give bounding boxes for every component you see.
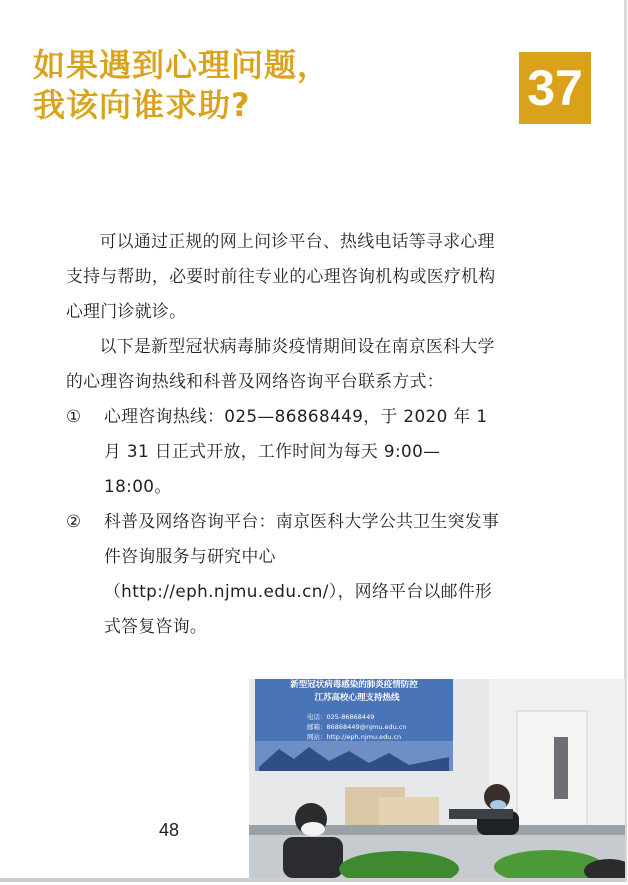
platform-text: 科普及网络咨询平台：南京医科大学公共卫生突发事件咨询服务与研究中心（http://eph.njmu.edu.cn/），网络平台以邮件形式答复咨询。 xyxy=(104,511,500,636)
screen-site: 网站：http://eph.njmu.edu.cn xyxy=(307,733,402,741)
list-marker-2: ② xyxy=(66,511,82,531)
list-marker-1: ① xyxy=(66,406,82,426)
hotline-text: 心理咨询热线：025—86868449，于 2020 年 1 月 31 日正式开放，工作时间为每天 9:00—18:00。 xyxy=(104,406,488,496)
body-text xyxy=(66,224,506,644)
list-item-platform xyxy=(66,504,506,644)
title-line-2: 我该向谁求助? xyxy=(33,86,251,124)
page-number: 48 xyxy=(159,820,180,840)
page-title xyxy=(33,45,503,125)
list-item-hotline xyxy=(66,399,506,504)
paragraph-intro: 可以通过正规的网上问诊平台、热线电话等寻求心理支持与帮助，必要时前往专业的心理咨询机构或医疗机构心理门诊就诊。 xyxy=(66,231,496,321)
office-photo-illustration xyxy=(249,679,625,878)
screen-phone: 电话：025-86868449 xyxy=(307,713,375,721)
hotline-office-photo xyxy=(249,679,625,878)
screen-email: 邮箱：86868449@njmu.edu.cn xyxy=(307,723,407,731)
title-line-1: 如果遇到心理问题， xyxy=(33,46,331,84)
paragraph-contacts: 以下是新型冠状病毒肺炎疫情期间设在南京医科大学的心理咨询热线和科普及网络咨询平台联系方式： xyxy=(66,336,495,391)
chapter-number-badge: 37 xyxy=(519,52,591,124)
screen-title-2: 江苏高校心理支持热线 xyxy=(314,693,400,703)
screen-title-1: 新型冠状病毒感染的肺炎疫情防控 xyxy=(290,680,418,690)
